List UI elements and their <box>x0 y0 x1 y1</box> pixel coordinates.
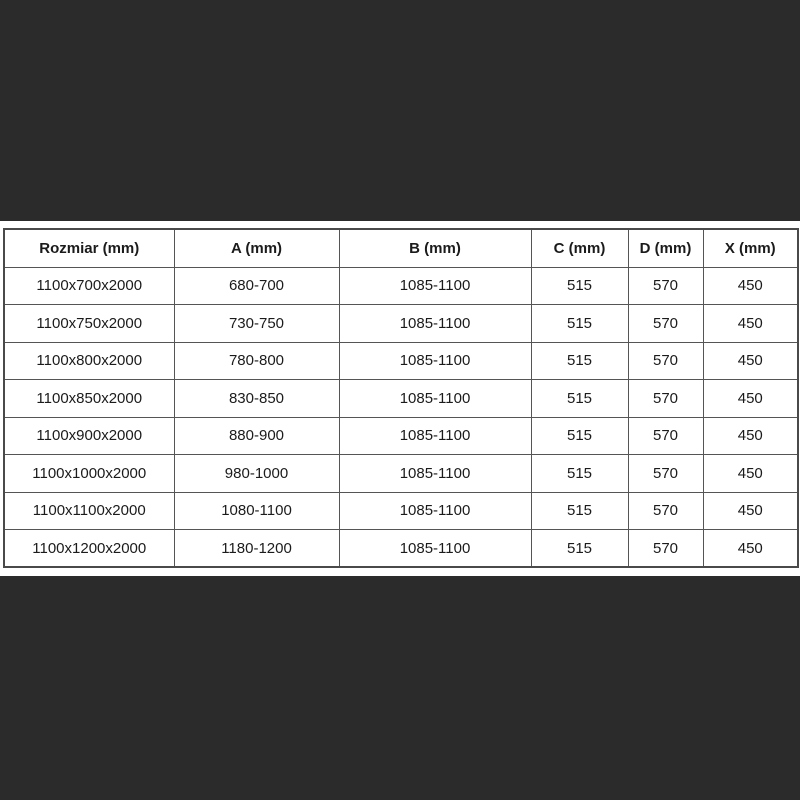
table-cell: 1100x1000x2000 <box>4 455 174 493</box>
table-cell: 1100x750x2000 <box>4 305 174 343</box>
table-cell: 450 <box>703 305 798 343</box>
table-row <box>4 492 798 530</box>
table-cell: 515 <box>531 492 628 530</box>
table-cell: 515 <box>531 417 628 455</box>
table-cell: 450 <box>703 380 798 418</box>
table-cell: 1085-1100 <box>339 492 531 530</box>
table-cell: 1085-1100 <box>339 305 531 343</box>
table-cell: 980-1000 <box>174 455 339 493</box>
table-cell: 1100x900x2000 <box>4 417 174 455</box>
table-cell: 450 <box>703 455 798 493</box>
table-cell: 515 <box>531 267 628 305</box>
table-cell: 515 <box>531 530 628 568</box>
table-cell: 1085-1100 <box>339 380 531 418</box>
table-cell: 570 <box>628 492 703 530</box>
header-cell-2: B (mm) <box>339 229 531 267</box>
table-cell: 1085-1100 <box>339 455 531 493</box>
table-cell: 1100x700x2000 <box>4 267 174 305</box>
table-cell: 515 <box>531 455 628 493</box>
header-cell-1: A (mm) <box>174 229 339 267</box>
table-row <box>4 342 798 380</box>
table-cell: 570 <box>628 417 703 455</box>
table-cell: 1080-1100 <box>174 492 339 530</box>
table-cell: 570 <box>628 305 703 343</box>
bottom-black-band <box>0 576 800 800</box>
table-cell: 450 <box>703 530 798 568</box>
table-cell: 515 <box>531 342 628 380</box>
table-header-row <box>4 229 798 267</box>
top-black-band <box>0 0 800 221</box>
table-row <box>4 417 798 455</box>
table-cell: 1085-1100 <box>339 267 531 305</box>
table-cell: 680-700 <box>174 267 339 305</box>
table-cell: 450 <box>703 342 798 380</box>
table-row <box>4 267 798 305</box>
table-row <box>4 530 798 568</box>
table-cell: 570 <box>628 267 703 305</box>
table-cell: 780-800 <box>174 342 339 380</box>
table-cell: 880-900 <box>174 417 339 455</box>
table-cell: 1085-1100 <box>339 342 531 380</box>
header-cell-0: Rozmiar (mm) <box>4 229 174 267</box>
table-cell: 730-750 <box>174 305 339 343</box>
table-panel <box>0 221 800 576</box>
table-cell: 1100x1100x2000 <box>4 492 174 530</box>
header-cell-4: D (mm) <box>628 229 703 267</box>
header-cell-5: X (mm) <box>703 229 798 267</box>
table-row <box>4 380 798 418</box>
table-row <box>4 455 798 493</box>
table-cell: 515 <box>531 305 628 343</box>
table-cell: 1085-1100 <box>339 530 531 568</box>
table-cell: 450 <box>703 417 798 455</box>
table-row <box>4 305 798 343</box>
table-cell: 570 <box>628 342 703 380</box>
table-cell: 515 <box>531 380 628 418</box>
table-cell: 1100x850x2000 <box>4 380 174 418</box>
size-specification-table <box>3 228 799 568</box>
table-cell: 1100x1200x2000 <box>4 530 174 568</box>
table-cell: 570 <box>628 380 703 418</box>
table-cell: 450 <box>703 492 798 530</box>
table-cell: 450 <box>703 267 798 305</box>
table-cell: 570 <box>628 455 703 493</box>
table-cell: 570 <box>628 530 703 568</box>
table-cell: 1100x800x2000 <box>4 342 174 380</box>
table-cell: 830-850 <box>174 380 339 418</box>
table-cell: 1085-1100 <box>339 417 531 455</box>
table-body <box>4 267 798 567</box>
table-cell: 1180-1200 <box>174 530 339 568</box>
header-cell-3: C (mm) <box>531 229 628 267</box>
